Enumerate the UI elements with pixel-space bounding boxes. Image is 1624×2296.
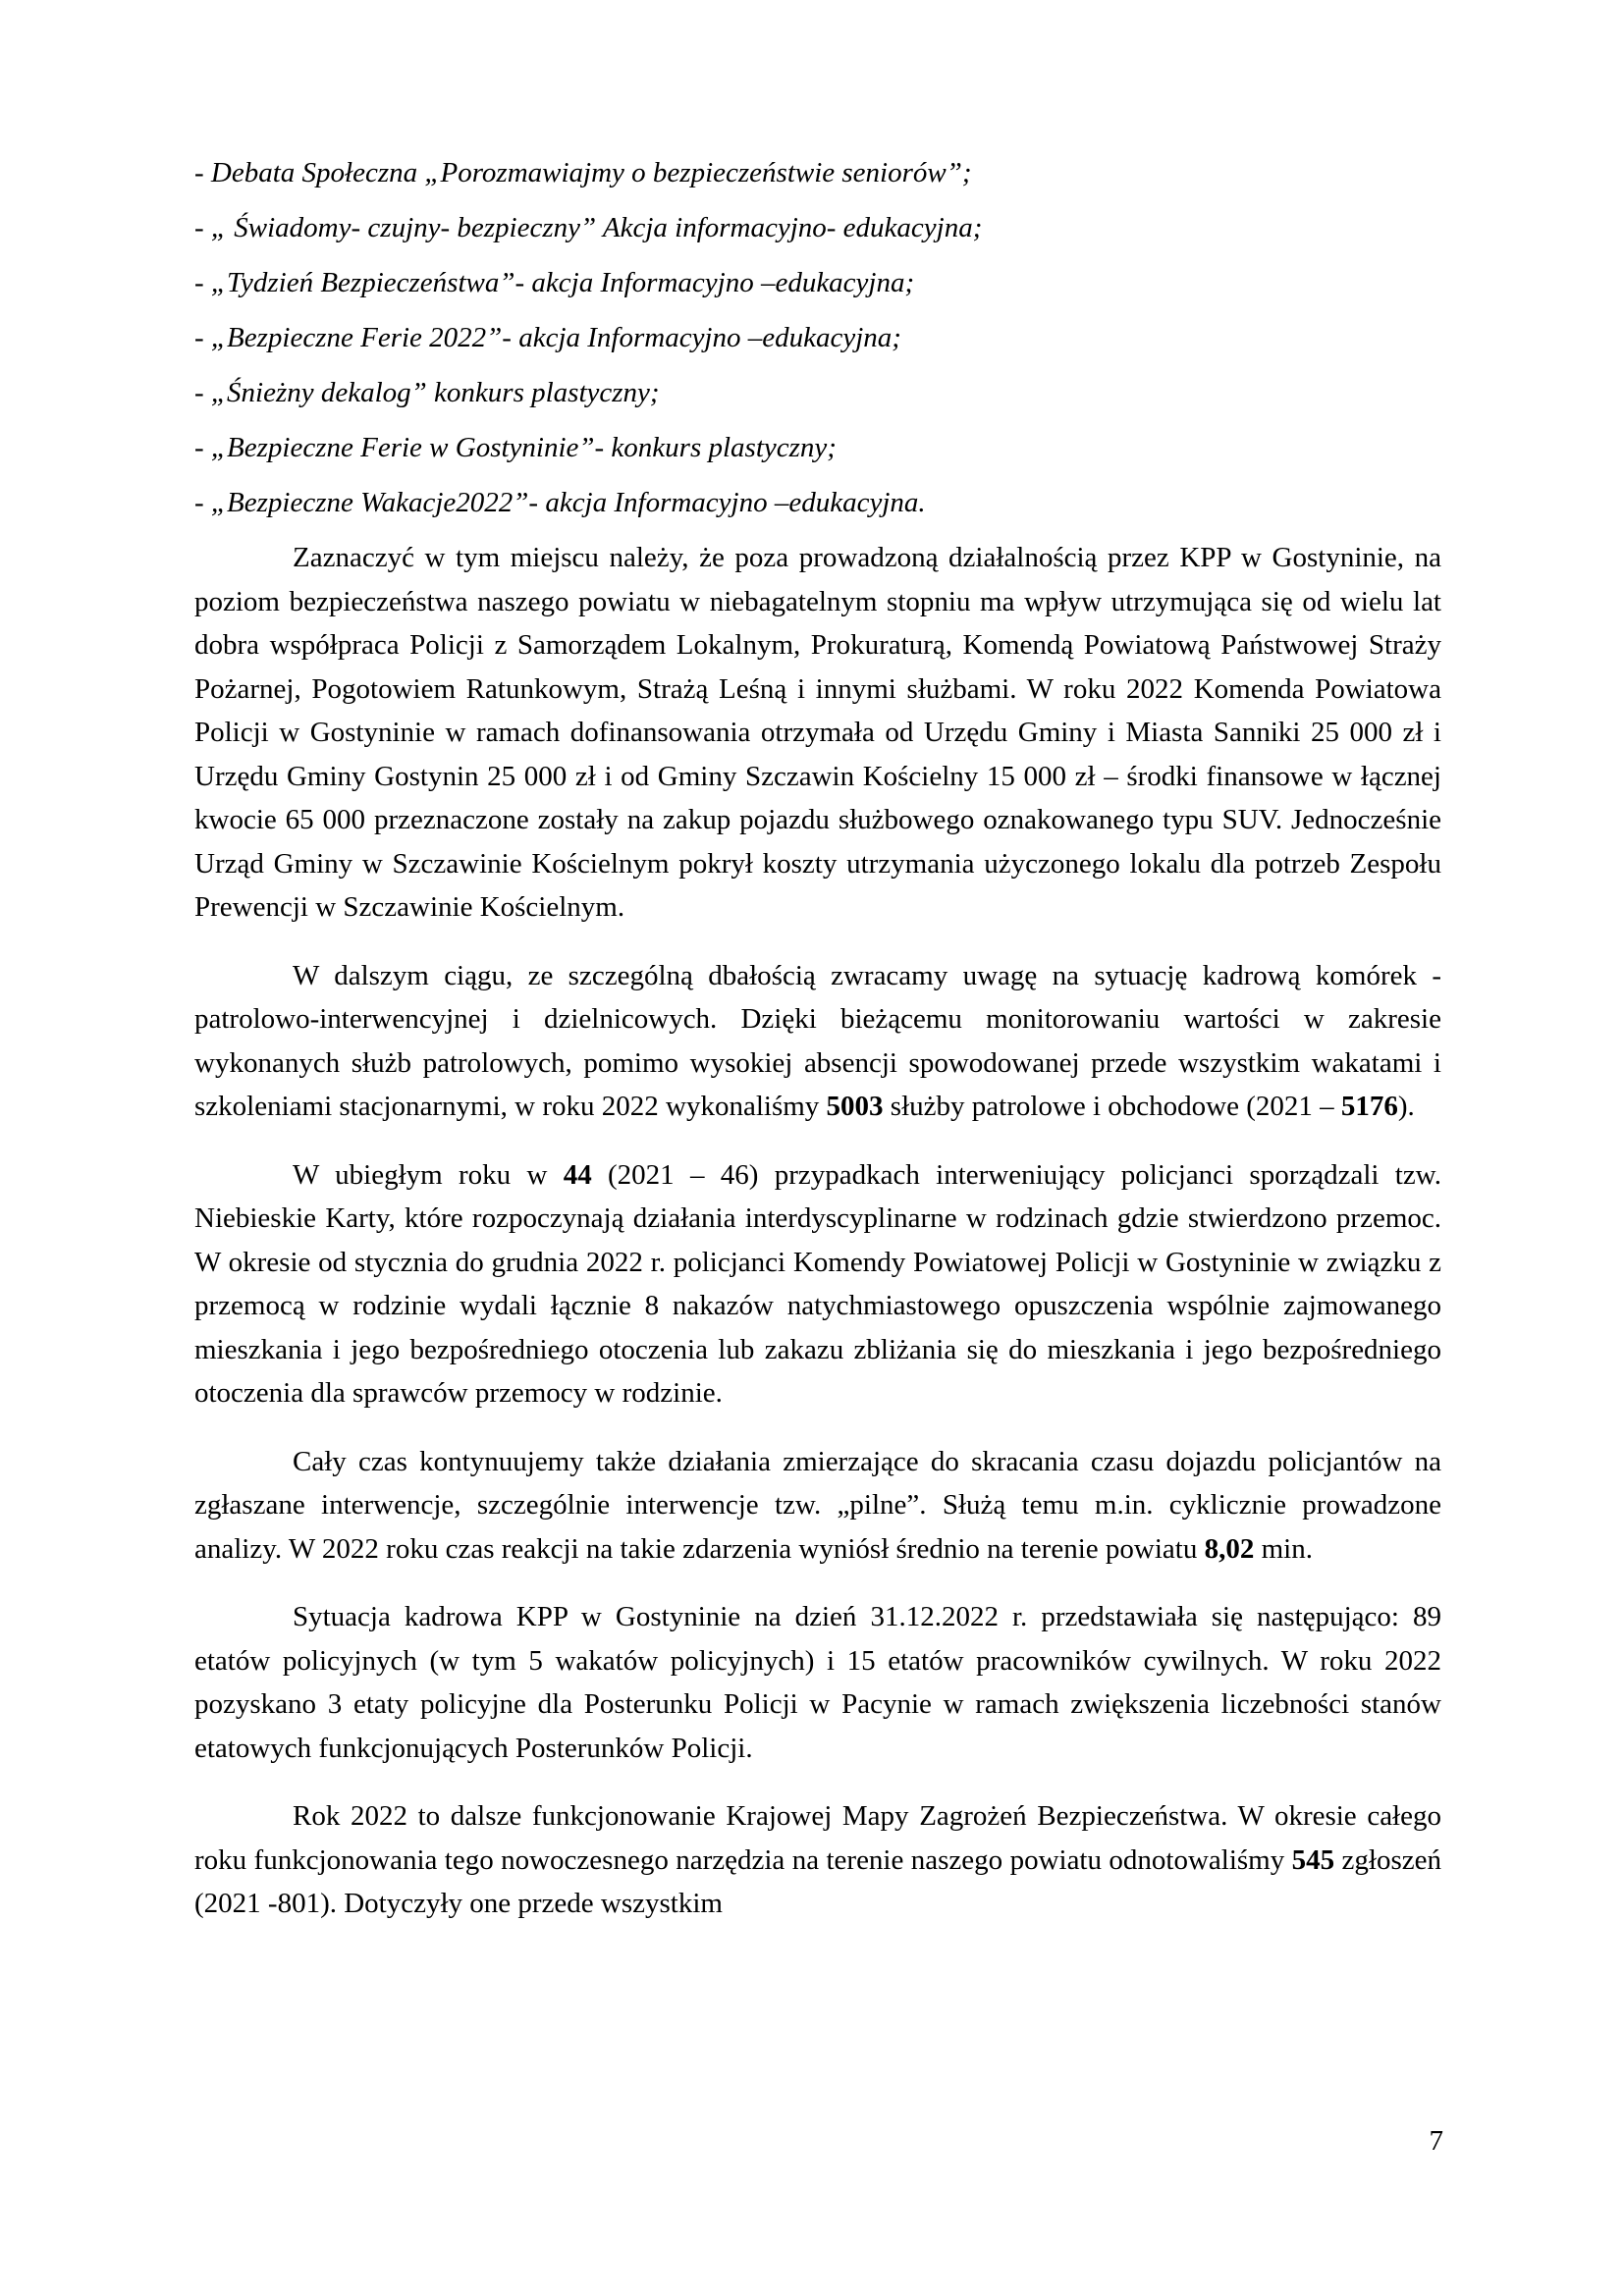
paragraph-text: (2021 – 46) przypadkach interweniujący policjanci sporządzali tzw. Niebieskie Karty, które rozpoczynają działania interdyscyplinarne w rodzinach gdzie stwierdzono przemoc. W okresie od stycznia do grudnia 2022 r. policjanci Komendy Powiatowej Policji w Gostyninie w związku z przemocą w rodzinie wydali łącznie 8 nakazów natychmiastowego opuszczenia wspólnie zajmowanego mieszkania i jego bezpośredniego otoczenia lub zakazu zbliżania się do mieszkania i jego bezpośredniego otoczenia dla sprawców przemocy w rodzinie. xyxy=(194,1158,1441,1409)
page-content xyxy=(194,145,1441,1926)
paragraph-text: min. xyxy=(1254,1532,1313,1565)
paragraph-text: W dalszym ciągu, ze szczególną dbałością zwracamy uwagę na sytuację kadrową komórek - patrolowo-interwencyjnej i dzielnicowych. Dzięki bieżącemu monitorowaniu wartości w zakresie wykonanych służb patrolowych, pomimo wysokiej absencji spowodowanej przede wszystkim wakatami i szkoleniami stacjonarnymi, w roku 2022 wykonaliśmy xyxy=(194,959,1441,1122)
paragraph-text: zgłoszeń (2021 -801). Dotyczyły one przede wszystkim xyxy=(194,1843,1441,1919)
paragraph-text: Rok 2022 to dalsze funkcjonowanie Krajowej Mapy Zagrożeń Bezpieczeństwa. W okresie całego roku funkcjonowania tego nowoczesnego narzędzia na terenie naszego powiatu odnotowaliśmy xyxy=(194,1800,1441,1876)
list-item: - „Bezpieczne Wakacje2022”- akcja Informacyjno –edukacyjna. xyxy=(194,487,926,518)
patrol-count-2021: 5176 xyxy=(1340,1091,1398,1122)
list-item: - „Śnieżny dekalog” konkurs plastyczny; xyxy=(194,377,660,408)
paragraph-threat-map xyxy=(194,1794,1441,1926)
initiatives-list xyxy=(194,145,1441,530)
reports-count: 545 xyxy=(1291,1843,1335,1876)
paragraph-cooperation: Zaznaczyć w tym miejscu należy, że poza prowadzoną działalnością przez KPP w Gostyninie, na poziom bezpieczeństwa naszego powiatu w niebagatelnym stopniu ma wpływ utrzymująca się od wielu lat dobra współpraca Policji z Samorządem Lokalnym, Prokuraturą, Komendą Powiatową Państwowej Straży Pożarnej, Pogotowiem Ratunkowym, Strażą Leśną i innymi służbami. W roku 2022 Komenda Powiatowa Policji w Gostyninie w ramach dofinansowania otrzymała od Urzędu Gminy i Miasta Sanniki 25 000 zł i Urzędu Gminy Gostynin 25 000 zł i od Gminy Szczawin Kościelny 15 000 zł – środki finansowe w łącznej kwocie 65 000 przeznaczone zostały na zakup pojazdu służbowego oznakowanego typu SUV. Jednocześnie Urząd Gminy w Szczawinie Kościelnym pokrył koszty utrzymania użyczonego lokalu dla potrzeb Zespołu Prewencji w Szczawinie Kościelnym. xyxy=(194,542,1441,923)
paragraph-text: służby patrolowe i obchodowe (2021 – xyxy=(883,1091,1341,1122)
list-item: - „ Świadomy- czujny- bezpieczny” Akcja informacyjno- edukacyjna; xyxy=(194,212,983,243)
list-item: - „Bezpieczne Ferie w Gostyninie”- konkurs plastyczny; xyxy=(194,432,837,463)
list-item: - Debata Społeczna „Porozmawiajmy o bezpieczeństwie seniorów”; xyxy=(194,157,972,188)
paragraph-text: W ubiegłym roku w xyxy=(293,1158,564,1191)
paragraph-response-time xyxy=(194,1440,1441,1572)
blue-cards-count: 44 xyxy=(563,1158,592,1191)
paragraph-text: Cały czas kontynuujemy także działania zmierzające do skracania czasu dojazdu policjantów na zgłaszane interwencje, szczególnie interwencje tzw. „pilne”. Służą temu m.in. cyklicznie prowadzone analizy. W 2022 roku czas reakcji na takie zdarzenia wyniósł średnio na terenie powiatu xyxy=(194,1445,1441,1565)
paragraph-patrol-services xyxy=(194,954,1441,1129)
response-time-value: 8,02 xyxy=(1204,1532,1255,1565)
paragraph-blue-cards xyxy=(194,1153,1441,1415)
paragraph-text: ). xyxy=(1397,1091,1415,1122)
paragraph-staffing: Sytuacja kadrowa KPP w Gostyninie na dzień 31.12.2022 r. przedstawiała się następująco: 89 etatów policyjnych (w tym 5 wakatów policyjnych) i 15 etatów pracowników cywilnych. W roku 2022 pozyskano 3 etaty policyjne dla Posterunku Policji w Pacynie w ramach zwiększenia liczebności stanów etatowych funkcjonujących Posterunków Policji. xyxy=(194,1601,1441,1764)
page-number: 7 xyxy=(1429,2125,1443,2157)
list-item: - „Bezpieczne Ferie 2022”- akcja Informacyjno –edukacyjna; xyxy=(194,322,901,353)
list-item: - „Tydzień Bezpieczeństwa”- akcja Informacyjno –edukacyjna; xyxy=(194,267,915,298)
patrol-count-2022: 5003 xyxy=(826,1091,884,1122)
